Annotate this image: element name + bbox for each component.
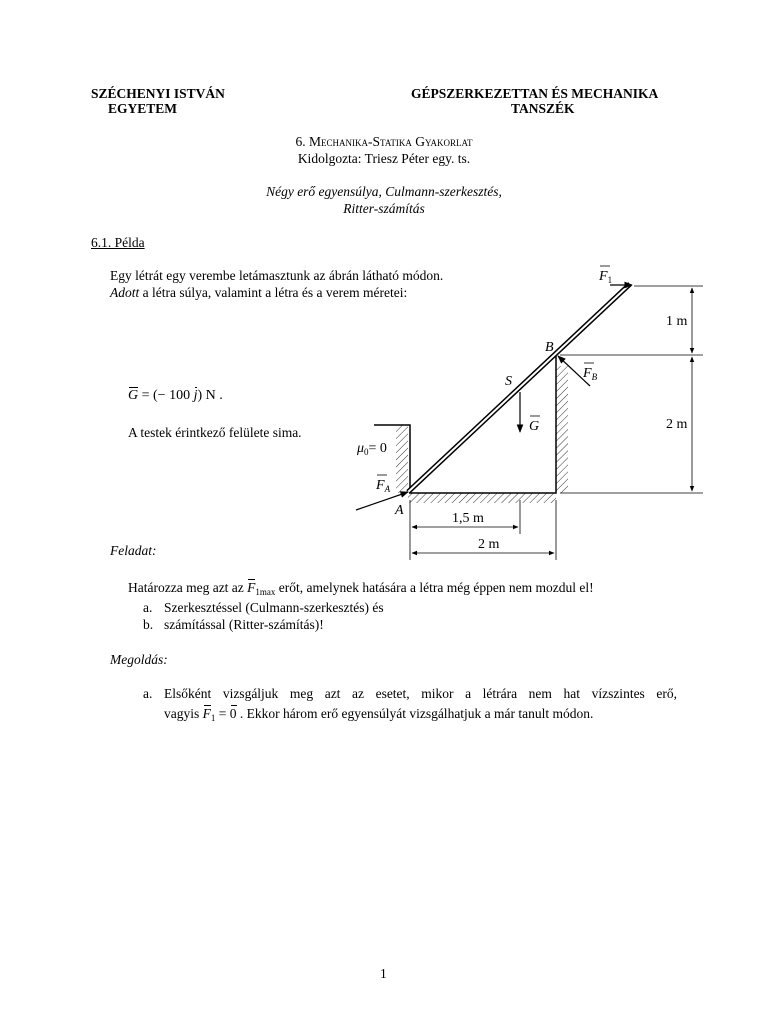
weight-symbol: G	[128, 388, 139, 403]
label-A: A	[395, 503, 404, 518]
solution-zero-vector: 0	[229, 706, 237, 721]
solution-F1-symbol: F	[202, 706, 211, 721]
topic-line2: Ritter-számítás	[343, 201, 425, 216]
solution-line2-end: . Ekkor három erő egyensúlyát vizsgálhatjuk a már tanult módon.	[236, 706, 594, 721]
solution-line1: Elsőként vizsgáljuk meg azt az esetet, mikor a létrára nem hat vízszintes erő,	[164, 686, 677, 701]
intro-line2-rest: a létra súlya, valamint a létra és a verem méretei:	[139, 285, 408, 300]
dim-1m-label: 1 m	[666, 314, 688, 329]
solution-line2-start: vagyis	[164, 706, 203, 721]
solution-F1-sub: 1	[210, 713, 216, 723]
dim-2m-vertical-label: 2 m	[666, 417, 688, 432]
department-name-line1: GÉPSZERKEZETTAN ÉS MECHANIKA	[411, 86, 659, 101]
label-B: B	[545, 340, 554, 355]
course-title: 6. Mechanika-Statika Gyakorlat	[295, 134, 473, 149]
university-name-line2: EGYETEM	[108, 101, 178, 116]
task-item-a: Szerkesztéssel (Culmann-szerkesztés) és	[164, 600, 384, 615]
solution-line2-eq: =	[215, 706, 230, 721]
label-FB: $F_B$	[583, 366, 598, 382]
intro-line1: Egy létrát egy verembe letámasztunk az ábrán látható módon.	[110, 268, 444, 283]
task-item-b: számítással (Ritter-számítás)!	[164, 617, 324, 632]
solution-heading: Megoldás:	[110, 652, 168, 667]
label-mu: $\mu_0= 0$	[357, 441, 387, 457]
page-number: 1	[380, 966, 387, 981]
weight-eq: = (− 100	[141, 388, 194, 403]
surface-note: A testek érintkező felülete sima.	[128, 425, 302, 440]
ladder-inner	[408, 284, 630, 492]
task-item-a-marker: a.	[143, 600, 153, 615]
label-FA: $F_A$	[376, 478, 391, 494]
task-sentence	[128, 580, 594, 596]
dim-15m-label: 1,5 m	[452, 511, 484, 526]
author-line: Kidolgozta: Triesz Péter egy. ts.	[297, 151, 471, 166]
dim-2m-horizontal-label: 2 m	[478, 537, 500, 552]
label-S: S	[505, 374, 512, 389]
example-heading: 6.1. Példa	[91, 235, 145, 250]
task-heading: Feladat:	[110, 543, 157, 558]
force-subscript: 1max	[255, 587, 276, 597]
task-sentence-end: erőt, amelynek hatására a létra még éppen nem mozdul el!	[275, 580, 594, 595]
force-symbol-F1max: F	[247, 580, 256, 595]
weight-unit: ) N .	[197, 388, 223, 403]
solution-marker: a.	[143, 686, 153, 701]
left-wall-hatch	[396, 425, 408, 493]
task-item-b-marker: b.	[143, 617, 154, 632]
task-sentence-start: Határozza meg azt az	[128, 580, 248, 595]
university-name-line1: SZÉCHENYI ISTVÁN	[91, 86, 225, 101]
department-name-line2: TANSZÉK	[511, 101, 575, 116]
topic-line1: Négy erő egyensúlya, Culmann-szerkesztés,	[266, 184, 502, 199]
label-F1: $F_1$	[599, 269, 613, 285]
label-G: G	[529, 419, 540, 434]
floor-hatch	[408, 493, 556, 503]
intro-adott: Adott	[110, 285, 140, 300]
right-wall-hatch	[556, 366, 568, 493]
solution-line2	[164, 706, 593, 722]
unit-vector-j: j	[193, 388, 198, 403]
